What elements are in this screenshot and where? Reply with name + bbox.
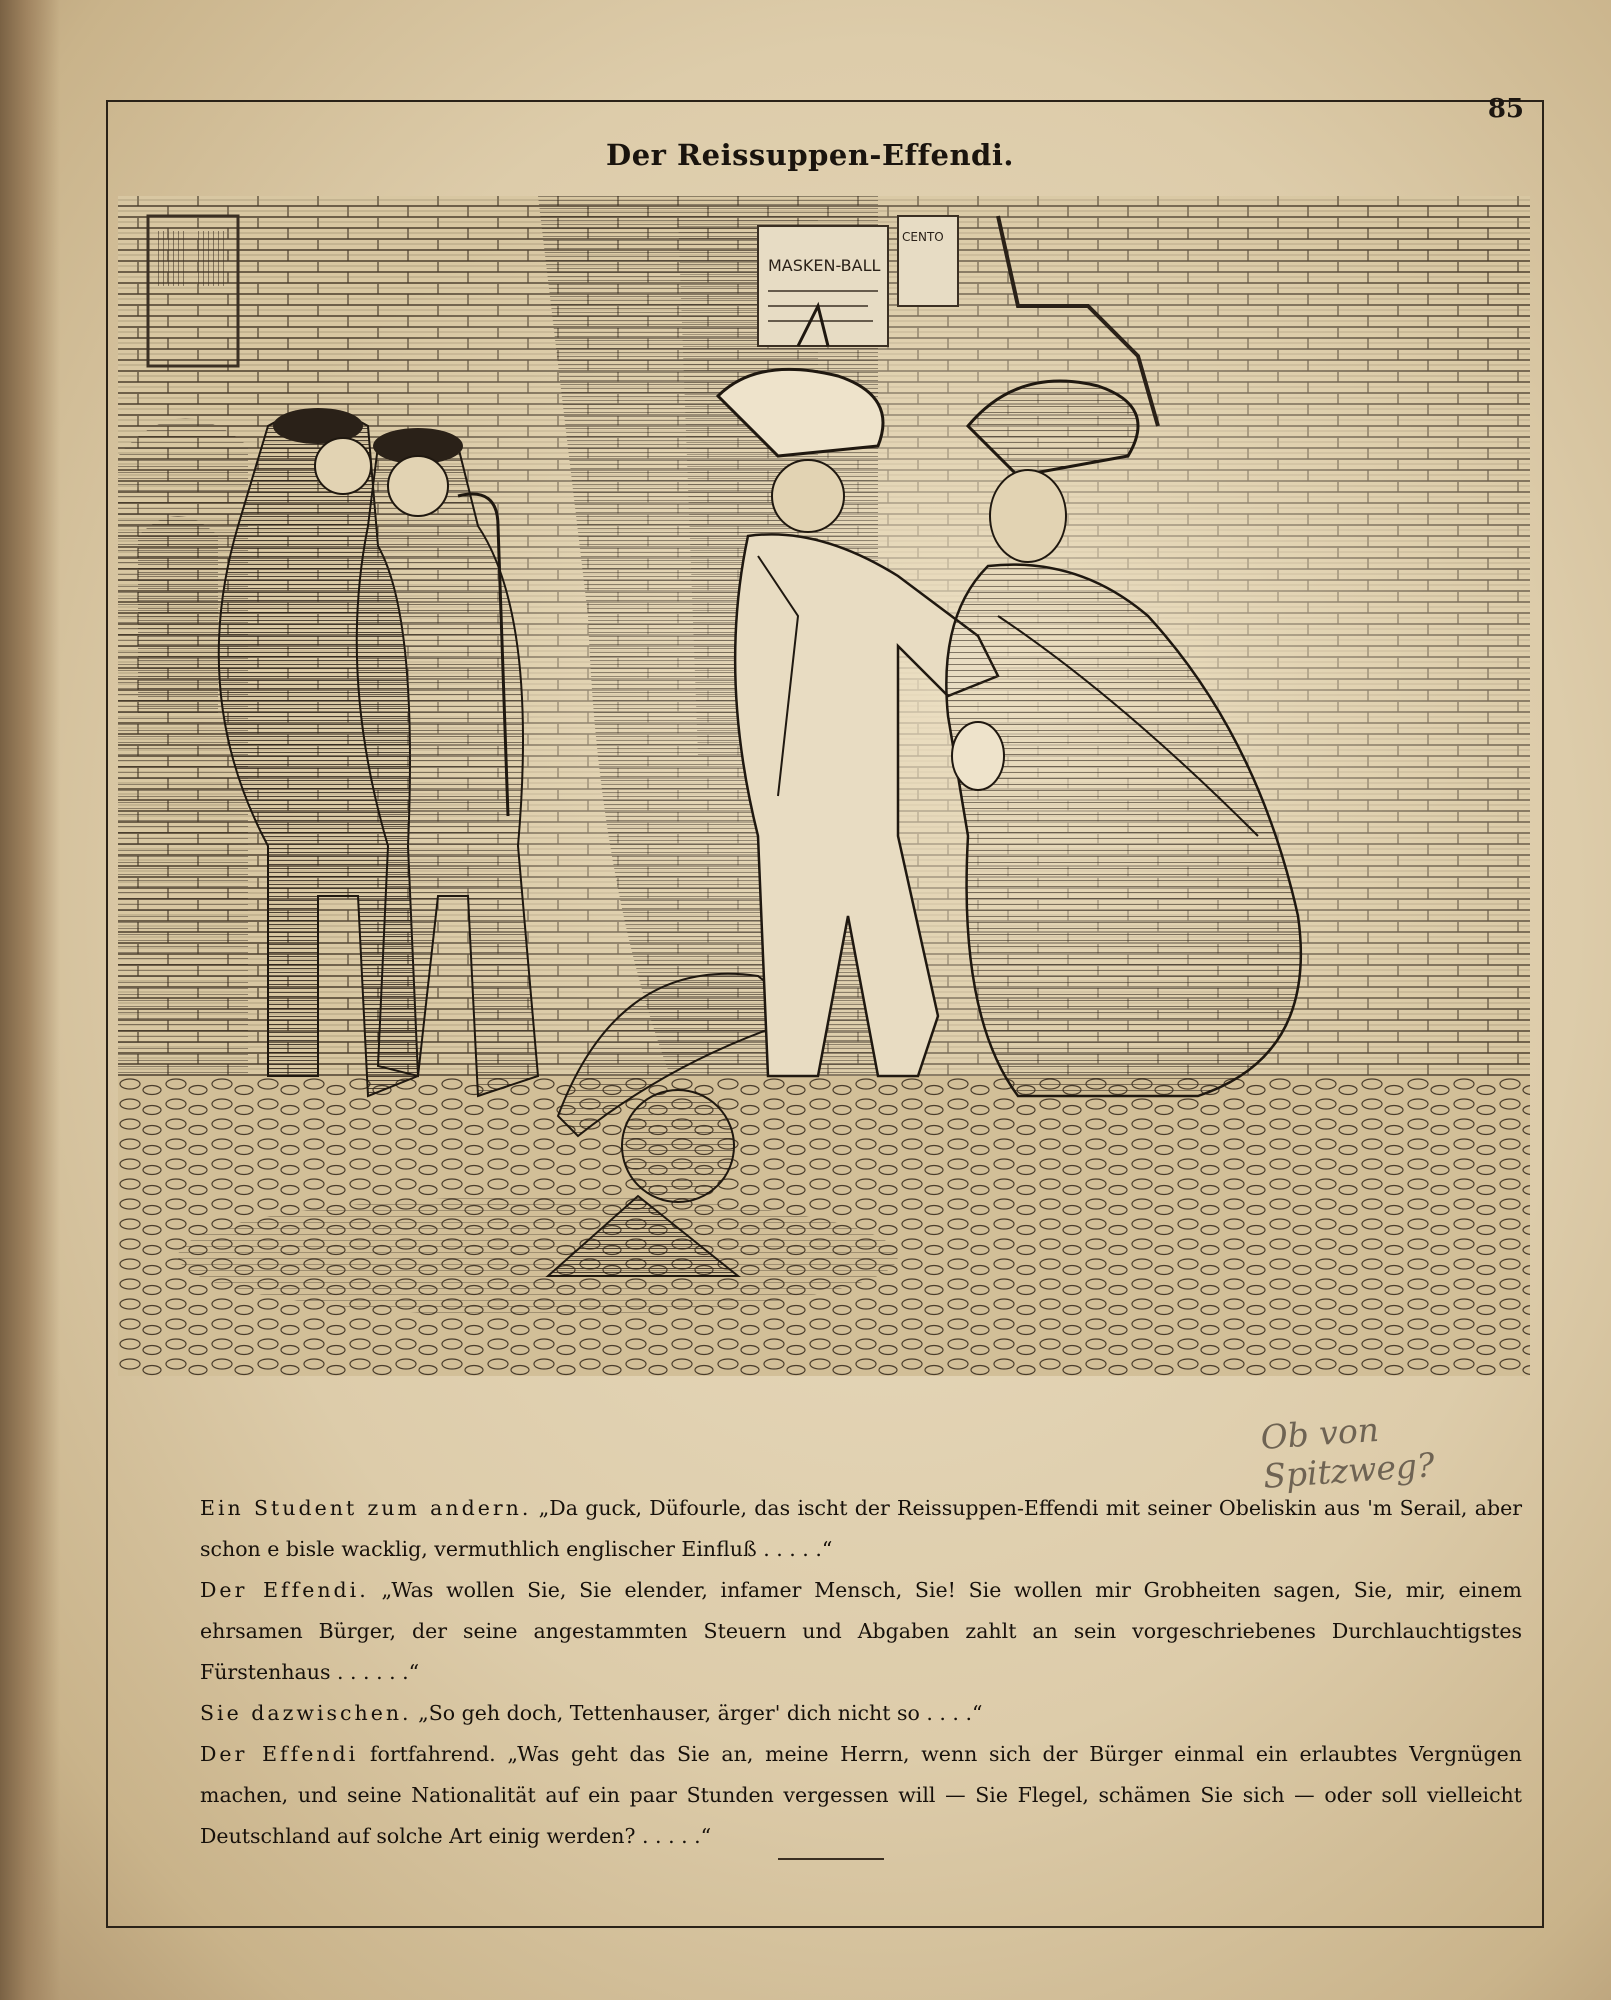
speaker-woman: Sie dazwischen. (200, 1701, 412, 1725)
speech-effendi: „Was wollen Sie, Sie elender, infamer Mensch, Sie! Sie wollen mir Grobheiten sagen, Sie, mir, einem ehrsamen Bürger, der seine angestammten Steuern und Abgaben zahlt an sein vorgeschriebenes Durchlauchtigstes Fürstenhaus . . . . . .“ (200, 1578, 1522, 1684)
page-number: 85 (1487, 94, 1524, 124)
speech-student: „Da guck, Düfourle, das ischt der Reissuppen-Effendi mit seiner Obeliskin aus 'm Serail, aber schon e bisle wacklig, vermuthlich englischer Einfluß . . . . .“ (200, 1496, 1522, 1561)
dialogue-paragraph-2 (200, 1570, 1522, 1693)
caption-text (200, 1488, 1522, 1857)
speaker-student: Ein Student zum andern. (200, 1496, 532, 1520)
stage-direction: fortfahrend. (369, 1742, 496, 1766)
engraving-illustration (118, 196, 1530, 1376)
end-rule (778, 1858, 884, 1860)
speech-effendi-continued: „Was geht das Sie an, meine Herrn, wenn sich der Bürger einmal ein erlaubtes Vergnügen machen, und seine Nationalität auf ein paar Stunden vergessen will — Sie Flegel, schämen Sie sich — oder soll vielleicht Deutschland auf solche Art einig werden? . . . . .“ (200, 1742, 1522, 1848)
speaker-effendi-continued: Der Effendi (200, 1742, 359, 1766)
book-gutter (0, 0, 60, 2000)
poster-masken-ball: MASKEN-BALL (768, 256, 881, 275)
dialogue-paragraph-1 (200, 1488, 1522, 1570)
page-title: Der Reissuppen-Effendi. (606, 138, 1014, 172)
speech-woman: „So geh doch, Tettenhauser, ärger' dich nicht so . . . .“ (418, 1701, 983, 1725)
handwritten-pencil-note: Ob von Spitzweg? (1259, 1409, 1436, 1496)
dialogue-paragraph-4 (200, 1734, 1522, 1857)
dialogue-paragraph-3 (200, 1693, 1522, 1734)
speaker-effendi: Der Effendi. (200, 1578, 369, 1602)
poster-cento: CENTO (902, 230, 944, 244)
